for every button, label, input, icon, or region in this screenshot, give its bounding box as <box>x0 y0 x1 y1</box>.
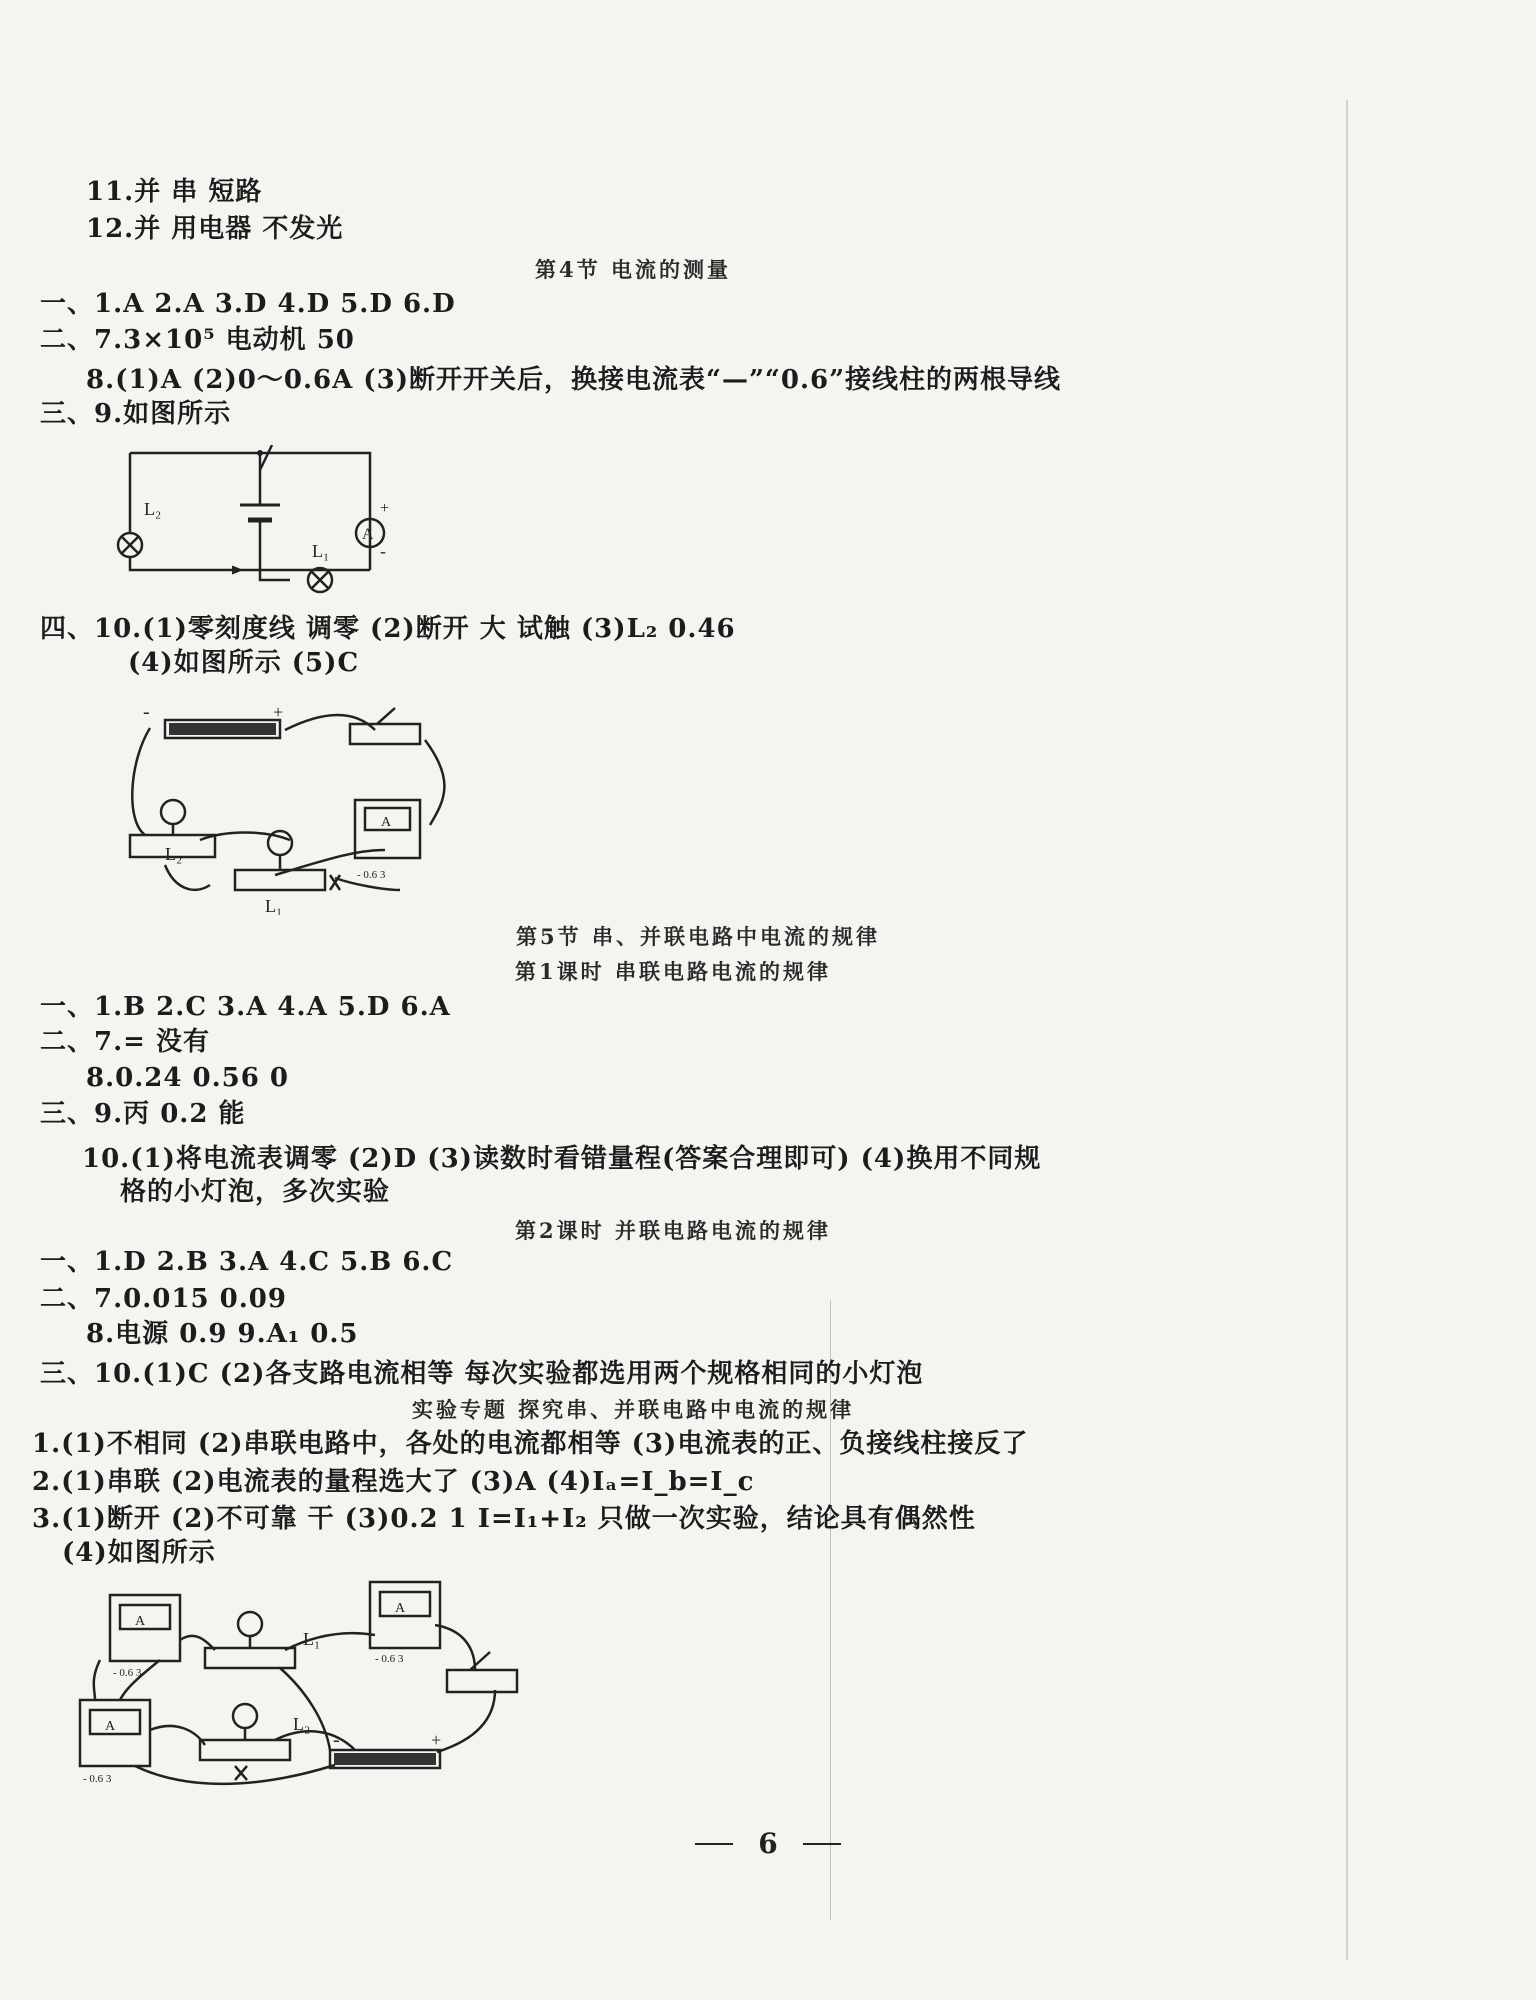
svg-text:-: - <box>143 701 150 723</box>
svg-text:L₁: L₁ <box>303 1629 321 1649</box>
svg-text:- 0.6 3: - 0.6 3 <box>357 869 386 881</box>
lesson2-fill-q8-q9: 8.电源 0.9 9.A₁ 0.5 <box>86 1319 359 1349</box>
section4-q10-line2: (4)如图所示 (5)C <box>128 648 360 678</box>
svg-text:L₂: L₂ <box>165 844 183 864</box>
svg-text:L₁: L₁ <box>312 541 330 561</box>
section5-heading: 第5节 串、并联电路中电流的规律 <box>516 924 880 949</box>
svg-text:- 0.6 3: - 0.6 3 <box>113 1667 142 1679</box>
experiment-heading: 实验专题 探究串、并联电路中电流的规律 <box>411 1397 855 1422</box>
lesson2-heading: 第2课时 并联电路电流的规律 <box>515 1218 831 1243</box>
svg-text:A: A <box>381 815 392 830</box>
section4-heading: 第4节 电流的测量 <box>535 257 731 282</box>
svg-text:L₂: L₂ <box>144 499 162 519</box>
svg-text:- 0.6 3: - 0.6 3 <box>375 1653 404 1665</box>
svg-text:A: A <box>395 1601 406 1616</box>
answer-q11: 11.并 串 短路 <box>86 177 263 207</box>
section4-q9: 三、9.如图所示 <box>40 399 232 429</box>
page-number-dash-left <box>695 1843 733 1845</box>
lesson1-q9: 三、9.丙 0.2 能 <box>40 1099 246 1129</box>
svg-text:+: + <box>380 500 390 517</box>
lesson1-choice-answers: 一、1.B 2.C 3.A 4.A 5.D 6.A <box>40 992 451 1022</box>
section4-fill-q8: 8.(1)A (2)0～0.6A (3)断开开关后，换接电流表“—”“0.6”接线柱的两根导线 <box>86 365 1062 395</box>
experiment-q3-line1: 3.(1)断开 (2)不可靠 干 (3)0.2 1 I=I₁+I₂ 只做一次实验，结论具有偶然性 <box>32 1504 976 1534</box>
experiment-q3-line2: (4)如图所示 <box>62 1538 216 1568</box>
lesson1-q10-line2: 格的小灯泡，多次实验 <box>120 1177 391 1207</box>
figure-physical-circuit-2 <box>75 1580 525 1805</box>
svg-text:-: - <box>380 541 386 561</box>
lesson2-fill-q7: 二、7.0.015 0.09 <box>40 1284 287 1314</box>
svg-text:- 0.6 3: - 0.6 3 <box>83 1773 112 1785</box>
svg-text:+: + <box>273 702 284 722</box>
lesson1-heading: 第1课时 串联电路电流的规律 <box>515 959 831 984</box>
svg-text:L₂: L₂ <box>293 1714 311 1734</box>
section4-fill-q7: 二、7.3×10⁵ 电动机 50 <box>40 325 355 355</box>
svg-text:L₁: L₁ <box>265 896 283 915</box>
lesson2-q10: 三、10.(1)C (2)各支路电流相等 每次实验都选用两个规格相同的小灯泡 <box>40 1359 924 1389</box>
page-number <box>0 1825 1536 1860</box>
svg-text:-: - <box>333 1729 340 1751</box>
experiment-q1: 1.(1)不相同 (2)串联电路中，各处的电流都相等 (3)电流表的正、负接线柱接反了 <box>32 1429 1029 1459</box>
svg-text:A: A <box>362 526 374 543</box>
section4-choice-answers: 一、1.A 2.A 3.D 4.D 5.D 6.D <box>40 289 456 319</box>
svg-text:+: + <box>431 1730 442 1750</box>
svg-text:A: A <box>105 1719 116 1734</box>
lesson1-q10-line1: 10.(1)将电流表调零 (2)D (3)读数时看错量程(答案合理即可) (4)换用不同规 <box>82 1144 1042 1174</box>
section4-q10-line1: 四、10.(1)零刻度线 调零 (2)断开 大 试触 (3)L₂ 0.46 <box>40 614 736 644</box>
figure-circuit-diagram <box>110 445 400 605</box>
lesson2-choice-answers: 一、1.D 2.B 3.A 4.C 5.B 6.C <box>40 1247 454 1277</box>
figure-physical-circuit-1 <box>125 700 455 915</box>
svg-text:A: A <box>135 1614 146 1629</box>
experiment-q2: 2.(1)串联 (2)电流表的量程选大了 (3)A (4)Iₐ=I_b=I_c <box>32 1467 755 1497</box>
page-edge-line <box>1346 100 1348 1960</box>
lesson1-fill-q8: 8.0.24 0.56 0 <box>86 1063 289 1093</box>
lesson1-fill-q7: 二、7.= 没有 <box>40 1027 210 1057</box>
page-number-value: 6 <box>758 1827 778 1860</box>
answer-q12: 12.并 用电器 不发光 <box>86 214 344 244</box>
page-number-dash-right <box>803 1843 841 1845</box>
